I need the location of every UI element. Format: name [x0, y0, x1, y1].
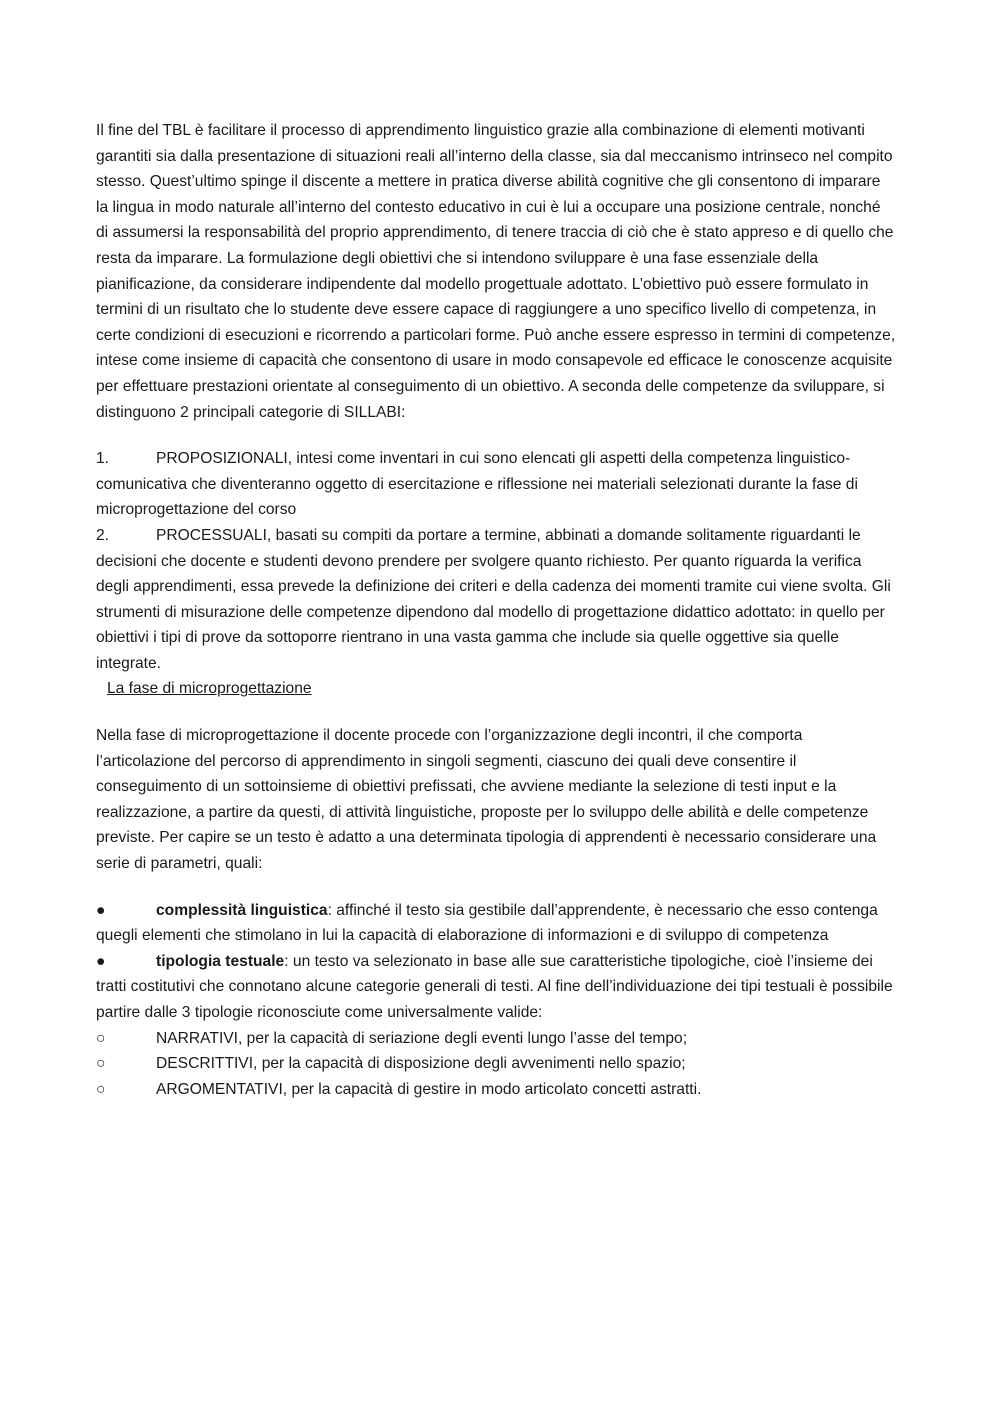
circle-bullet-icon: ○	[96, 1055, 106, 1073]
text-type-item: DESCRITTIVI, per la capacità di disposizione degli avvenimenti nello spazio;	[156, 1055, 686, 1073]
list-item-text: PROPOSIZIONALI, intesi come inventari in cui sono elencati gli aspetti della competenza linguistico-comunicativa che diventeranno oggetto di esercitazione e riflessione nei materiali selezionati durante la fase di microprogettazione del corso	[96, 450, 858, 519]
text-types-list	[96, 1026, 896, 1103]
parameter-term: tipologia testuale	[156, 952, 285, 970]
circle-bullet-icon: ○	[96, 1080, 106, 1098]
list-item	[96, 898, 896, 949]
list-item	[96, 949, 896, 1026]
syllabi-list	[96, 446, 896, 676]
bullet-icon: ●	[96, 901, 106, 919]
intro-paragraph: Il fine del TBL è facilitare il processo di apprendimento linguistico grazie alla combinazione di elementi motivanti garantiti sia dalla presentazione di situazioni reali all’interno della classe, sia dal meccanismo intrinseco nel compito stesso. Quest’ultimo spinge il discente a mettere in pratica diverse abilità cognitive che gli consentono di imparare la lingua in modo naturale all’interno del contesto educativo in cui è lui a occupare una posizione centrale, nonché di assumersi la responsabilità del proprio apprendimento, di tenere traccia di ciò che è stato appreso e di quello che resta da imparare. La formulazione degli obiettivi che si intendono sviluppare è una fase essenziale della pianificazione, da considerare indipendente dal modello progettuale adottato. L’obiettivo può essere formulato in termini di un risultato che lo studente deve essere capace di raggiungere a uno specifico livello di competenza, in certe condizioni di esecuzioni e ricorrendo a particolari forme. Può anche essere espresso in termini di competenze, intese come insieme di capacità che consentono di usare in modo consapevole ed efficace le conoscenze acquisite per effettuare prestazioni orientate al conseguimento di un obiettivo. A seconda delle competenze da sviluppare, si distinguono 2 principali categorie di SILLABI:	[96, 122, 896, 421]
parameters-list	[96, 898, 896, 1026]
list-item	[96, 1077, 896, 1103]
micro-paragraph: Nella fase di microprogettazione il docente procede con l’organizzazione degli incontri, il che comporta l’articolazione del percorso di apprendimento in singoli segmenti, ciascuno dei quali deve consentire il conseguimento di un sottoinsieme di obiettivi prefissati, che avviene mediante la selezione di testi input e la realizzazione, a partire da questi, di attività linguistiche, proposte per lo sviluppo delle abilità e delle competenze previste. Per capire se un testo è adatto a una determinata tipologia di apprendenti è necessario considerare una serie di parametri, quali:	[96, 727, 877, 873]
list-item	[96, 1026, 896, 1052]
list-number: 2.	[96, 526, 110, 544]
circle-bullet-icon: ○	[96, 1029, 106, 1047]
list-item	[96, 1051, 896, 1077]
text-type-item: ARGOMENTATIVI, per la capacità di gestire in modo articolato concetti astratti.	[156, 1080, 702, 1098]
bullet-icon: ●	[96, 952, 106, 970]
list-item-text: PROCESSUALI, basati su compiti da portare a termine, abbinati a domande solitamente riguardanti le decisioni che docente e studenti devono prendere per svolgere quanto richiesto. Per quanto riguarda la verifica degli apprendimenti, essa prevede la definizione dei criteri e della cadenza dei momenti tramite cui viene svolta. Gli strumenti di misurazione delle competenze dipendono dal modello di progettazione didattico adottato: in quello per obiettivi i tipi di prove da sottoporre rientrano in una vasta gamma che include sia quelle oggettive sia quelle integrate.	[96, 526, 891, 672]
parameter-term: complessità linguistica	[156, 901, 328, 919]
list-number: 1.	[96, 450, 110, 468]
parameter-text: : affinché il testo sia gestibile dall’apprendente, è necessario che esso contenga quegli elementi che stimolano in lui la capacità di elaborazione di informazioni e di sviluppo di competenza	[96, 901, 878, 945]
section-heading: La fase di microprogettazione	[107, 680, 312, 698]
list-item	[96, 446, 896, 523]
list-item	[96, 523, 896, 677]
text-type-item: NARRATIVI, per la capacità di seriazione degli eventi lungo l’asse del tempo;	[156, 1029, 688, 1047]
parameter-text: : un testo va selezionato in base alle sue caratteristiche tipologiche, cioè l’insieme dei tratti costitutivi che connotano alcune categorie generali di testi. Al fine dell’individuazione dei tipi testuali è possibile partire dalle 3 tipologie riconosciute come universalmente valide:	[96, 952, 893, 1021]
document-page	[96, 118, 896, 1102]
